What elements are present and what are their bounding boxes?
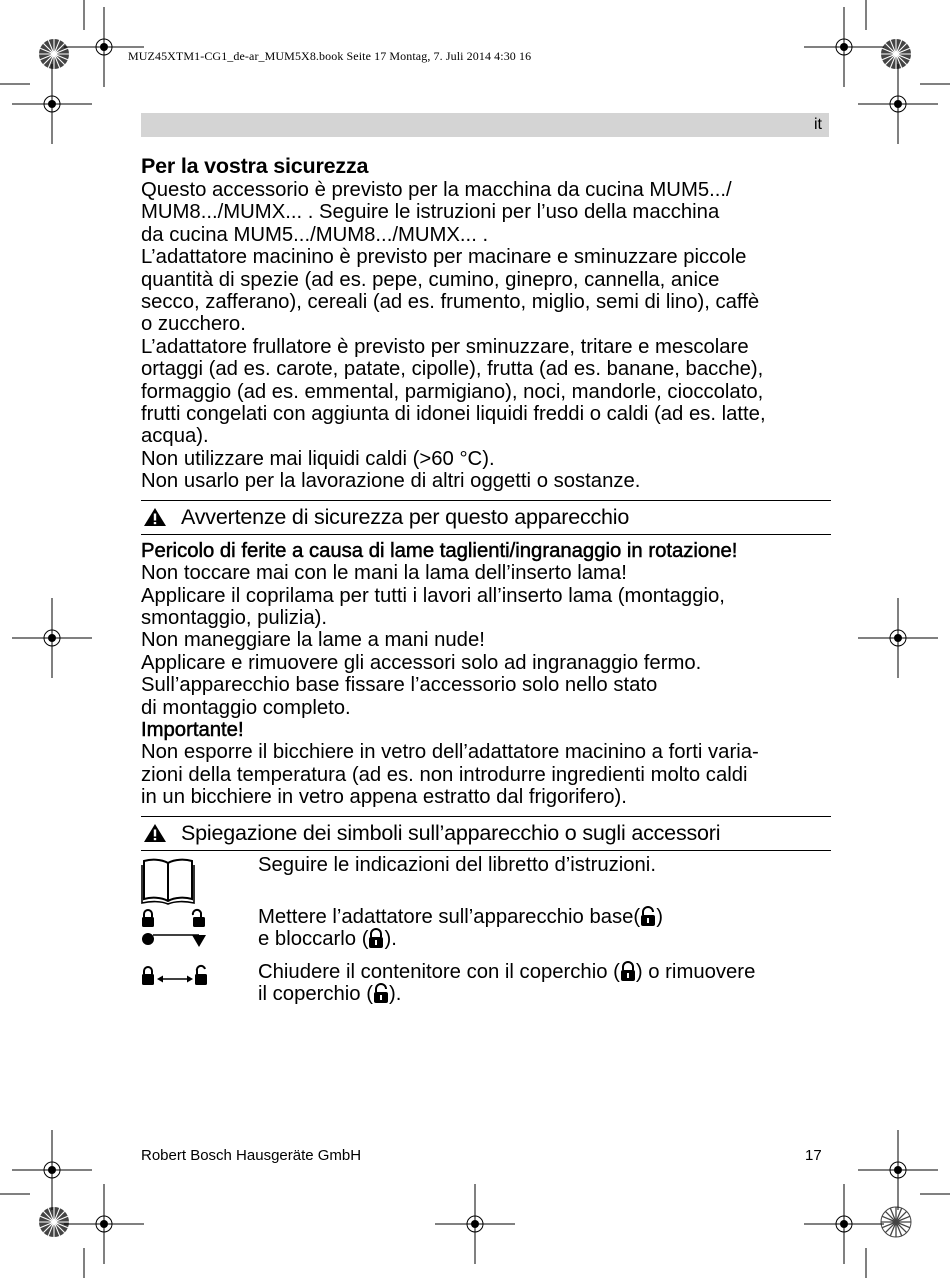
print-header: MUZ45XTM1-CG1_de-ar_MUM5X8.book Seite 17 Montag, 7. Juli 2014 4:30 16	[128, 49, 532, 63]
text-line: Non esporre il bicchiere in vetro dell’adattatore macinino a forti varia-	[141, 741, 759, 764]
closed-lock-icon	[368, 928, 384, 948]
safety-title: Per la vostra sicurezza	[141, 154, 369, 178]
danger-heading: Pericolo di ferite a causa di lame taglienti/ingranaggio in rotazione!	[141, 539, 738, 562]
text-segment: e bloccarlo (	[258, 927, 369, 950]
text-line: Sull’apparecchio base fissare l’accessorio solo nello stato	[141, 674, 658, 697]
text-line: L’adattatore macinino è previsto per macinare e sminuzzare piccole	[141, 246, 747, 269]
text-line: Applicare e rimuovere gli accessori solo ad ingranaggio fermo.	[141, 651, 702, 674]
text-line: Questo accessorio è previsto per la macchina da cucina MUM5.../	[141, 179, 732, 201]
open-lock-icon	[640, 906, 656, 926]
symbol-description	[258, 906, 663, 951]
text-line: o zucchero.	[141, 313, 246, 336]
text-line: di montaggio completo.	[141, 696, 351, 719]
text-line: Non utilizzare mai liquidi caldi (>60 °C).	[141, 447, 495, 470]
book-icon	[141, 857, 195, 905]
text-line: zioni della temperatura (ad es. non introdurre ingredienti molto caldi	[141, 763, 748, 786]
text-line: Non usarlo per la lavorazione di altri oggetti o sostanze.	[141, 470, 641, 493]
text-segment: ) o rimuovere	[635, 960, 756, 983]
lock-arrow-icon	[141, 964, 209, 988]
text-segment: il coperchio (	[258, 982, 373, 1005]
text-line: frutti congelati con aggiunta di idonei liquidi freddi o caldi (ad es. latte,	[141, 403, 766, 426]
danger-lines	[141, 562, 831, 719]
important-lines	[141, 741, 831, 808]
footer-page-number: 17	[805, 1147, 822, 1164]
symbol-description	[258, 961, 755, 1006]
lock-mount-icon	[141, 908, 209, 950]
text-segment: ).	[388, 982, 402, 1005]
open-lock-icon	[373, 983, 389, 1003]
warnings-heading	[141, 500, 831, 535]
text-line: L’adattatore frullatore è previsto per sminuzzare, tritare e mescolare	[141, 335, 749, 358]
symbols-heading	[141, 816, 831, 851]
text-line: in un bicchiere in vetro appena estratto dal frigorifero).	[141, 786, 627, 809]
text-line: secco, zafferano), cereali (ad es. frumento, miglio, semi di lino), caffè	[141, 291, 760, 314]
symbol-description: Seguire le indicazioni del libretto d’istruzioni.	[258, 853, 656, 876]
text-line: da cucina MUM5.../MUM8.../MUMX... .	[141, 223, 489, 246]
footer-company: Robert Bosch Hausgeräte GmbH	[141, 1147, 362, 1164]
text-line: ortaggi (ad es. carote, patate, cipolle), frutta (ad es. banane, bacche),	[141, 358, 764, 381]
text-line: acqua).	[141, 425, 209, 448]
text-line: Non toccare mai con le mani la lama dell’inserto lama!	[141, 562, 627, 585]
warnings-title: Avvertenze di sicurezza per questo apparecchio	[181, 504, 630, 529]
text-line: formaggio (ad es. emmental, parmigiano), noci, mandorle, cioccolato,	[141, 380, 764, 403]
text-line: MUM8.../MUMX... . Seguire le istruzioni per l’uso della macchina	[141, 201, 720, 224]
closed-lock-icon	[620, 961, 636, 981]
language-tab: it	[814, 116, 822, 133]
text-line: Non maneggiare la lame a mani nude!	[141, 629, 485, 652]
main-content	[141, 153, 831, 1021]
symbols-title: Spiegazione dei simboli sull’apparecchio o sugli accessori	[181, 820, 721, 845]
important-heading: Importante!	[141, 718, 244, 741]
text-segment: ).	[384, 927, 397, 950]
text-segment: )	[656, 905, 663, 928]
language-bar	[141, 113, 829, 137]
text-segment: Mettere l’adattatore sull’apparecchio base(	[258, 905, 641, 928]
warning-triangle-icon	[143, 823, 167, 843]
text-line: Applicare il coprilama per tutti i lavori all’inserto lama (montaggio,	[141, 584, 725, 607]
text-line: smontaggio, pulizia).	[141, 606, 328, 629]
safety-paragraphs	[141, 179, 831, 493]
warning-triangle-icon	[143, 507, 167, 527]
text-segment: Chiudere il contenitore con il coperchio (	[258, 960, 620, 983]
text-line: quantità di spezie (ad es. pepe, cumino, ginepro, cannella, anice	[141, 268, 720, 291]
symbols-table	[141, 851, 831, 1021]
